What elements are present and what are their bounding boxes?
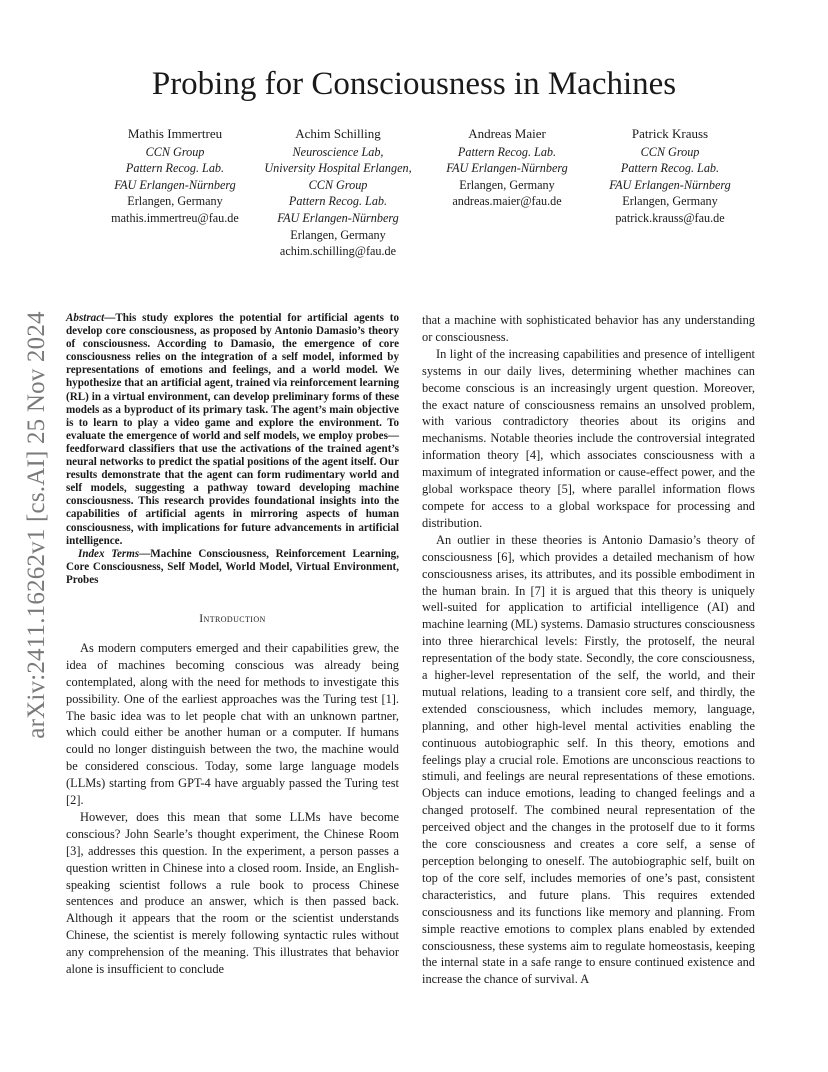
affiliation-line: FAU Erlangen-Nürnberg bbox=[277, 210, 399, 225]
affiliation-line: Pattern Recog. Lab. bbox=[125, 161, 225, 176]
author-4 bbox=[580, 126, 760, 227]
abstract-label: Abstract bbox=[66, 312, 105, 324]
body-paragraph: However, does this mean that some LLMs have become conscious? John Searle’s thought experiment, the Chinese Room [3], addresses this question. In the experiment, a person passes a question written in Chinese into a closed room. Inside, an English-speaking scientist follows a rule book to process Chinese sentences and produce an answer, which is then passed back. Although it appears that the room or the scientist understands Chinese, the scientist is merely following syntactic rules without any comprehension of the meaning. This illustrates that behavior alone is insufficient to conclude bbox=[66, 809, 399, 977]
affiliation-line: Pattern Recog. Lab. bbox=[620, 161, 720, 176]
location-line: Erlangen, Germany bbox=[127, 194, 223, 209]
affiliation-line: FAU Erlangen-Nürnberg bbox=[446, 161, 568, 176]
location-line: Erlangen, Germany bbox=[290, 227, 386, 242]
right-column bbox=[422, 312, 755, 988]
author-name: Achim Schilling bbox=[295, 126, 381, 141]
author-name: Andreas Maier bbox=[468, 126, 546, 141]
affiliation-line: Neuroscience Lab, bbox=[292, 144, 384, 159]
affiliation-line: CCN Group bbox=[308, 177, 368, 192]
body-paragraph: In light of the increasing capabilities and presence of intelligent systems in our daily lives, determining whether machines can become conscious is an increasingly urgent question. Moreover, the exact nature of consciousness remains an unsolved problem, with various contradictory theories about its origins and mechanisms. Notable theories include the controversial integrated information theory [4], which associates consciousness with a maximum of integrated information or cause-effect power, and the global workspace theory [5], where parallel information flows compete for access to a global workspace for processing and distribution. bbox=[422, 346, 755, 530]
affiliation-line: Pattern Recog. Lab. bbox=[288, 194, 388, 209]
abstract-text: —This study explores the potential for artificial agents to develop core consciousness, as proposed by Antonio Damasio’s theory of consciousness. According to Damasio, the emergence of core consciousness relies on the integration of a self model, informed by representations of emotions and feelings, and a world model. We hypothesize that an artificial agent, trained via reinforcement learning (RL) in a virtual environment, can develop preliminary forms of these models as a byproduct of its primary task. The agent’s main objective is to learn to play a video game and explore the environment. To evaluate the emergence of world and self models, we employ probes—feedforward classifiers that use the activations of the trained agent’s neural networks to predict the spatial positions of the agent itself. Our results demonstrate that the agent can form rudimentary world and self models, suggesting a pathway toward developing machine consciousness. This research provides foundational insights into the capabilities of artificial agents in mirroring aspects of human consciousness, with implications for future advancements in artificial intelligence. bbox=[66, 312, 399, 547]
section-heading-introduction: Introduction bbox=[199, 611, 266, 625]
index-terms bbox=[66, 548, 399, 587]
email-line: achim.schilling@fau.de bbox=[279, 244, 397, 259]
author-block bbox=[95, 126, 755, 266]
arxiv-identifier: arXiv:2411.16262v1 [cs.AI] 25 Nov 2024 bbox=[23, 311, 50, 739]
location-line: Erlangen, Germany bbox=[459, 177, 555, 192]
body-paragraph: that a machine with sophisticated behavior has any understanding or consciousness. bbox=[422, 313, 755, 344]
location-line: Erlangen, Germany bbox=[622, 194, 718, 209]
arxiv-side-label bbox=[20, 290, 54, 760]
affiliation-line: Pattern Recog. Lab. bbox=[457, 144, 557, 159]
index-terms-text: —Machine Consciousness, Reinforcement Learning, Core Consciousness, Self Model, World Model, Virtual Environment, Probes bbox=[66, 547, 399, 586]
affiliation-line: FAU Erlangen-Nürnberg bbox=[114, 177, 236, 192]
body-paragraph: An outlier in these theories is Antonio Damasio’s theory of consciousness [6], which provides a detailed mechanism of how consciousness arises, its attributes, and its possible embodiment in the human brain. In [7] it is argued that this theory is uniquely well-suited for application to artificial intelligence (AI) and machine learning (ML) systems. Damasio structures consciousness into three hierarchical levels: Firstly, the protoself, the neural representation of the body state. Secondly, the core consciousness, a higher-level representation of the self, the world, and their mutual relations, leading to a transient core self, and thirdly, the extended consciousness, which includes memory, language, planning, and other high-level mental activities enabling the continuous autobiographic self. In this theory, emotions and feelings play a crucial role. Emotions are unconscious reactions to stimuli, and feelings are neural representations of these emotions. Objects can induce emotions, leading to changed feelings and a changed protoself. The combined neural representation of the perceived object and the changes in the protoself due to it forms the core consciousness and creates a core self, a sense of perception belonging to oneself. The autobiographic self, built on top of the core self, includes memories of one’s past, consistent characteristics, and future plans. This requires extended consciousness and its functions like memory and planning. From simple reactive emotions to complex plans enabled by extended consciousness, these systems aim to regulate homeostasis, keeping the internal state in a safe range to ensure continued existence and increase the chance of survival. A bbox=[422, 532, 755, 987]
author-2 bbox=[243, 126, 433, 260]
abstract bbox=[66, 312, 399, 548]
author-3 bbox=[417, 126, 597, 210]
affiliation-line: University Hospital Erlangen, bbox=[264, 161, 412, 176]
affiliation-line: FAU Erlangen-Nürnberg bbox=[609, 177, 731, 192]
email-line: patrick.krauss@fau.de bbox=[615, 210, 725, 225]
email-line: mathis.immertreu@fau.de bbox=[111, 210, 239, 225]
paper-title: Probing for Consciousness in Machines bbox=[151, 66, 677, 102]
author-1 bbox=[80, 126, 270, 227]
body-paragraph: As modern computers emerged and their capabilities grew, the idea of machines becoming conscious was already being contemplated, along with the need for methods to investigate this possibility. One of the earliest approaches was the Turing test [1]. The basic idea was to let people chat with an unknown partner, which could either be another human or a computer. If humans could no longer distinguish between the two, the machine would be considered conscious. Today, some large language models (LLMs) starting from GPT-4 have arguably passed the Turing test [2]. bbox=[66, 640, 399, 808]
author-name: Patrick Krauss bbox=[631, 126, 709, 141]
affiliation-line: CCN Group bbox=[145, 144, 205, 159]
email-line: andreas.maier@fau.de bbox=[452, 194, 562, 209]
index-terms-label: Index Terms bbox=[78, 547, 140, 560]
affiliation-line: CCN Group bbox=[640, 144, 700, 159]
left-column bbox=[66, 312, 399, 978]
author-name: Mathis Immertreu bbox=[127, 126, 223, 141]
